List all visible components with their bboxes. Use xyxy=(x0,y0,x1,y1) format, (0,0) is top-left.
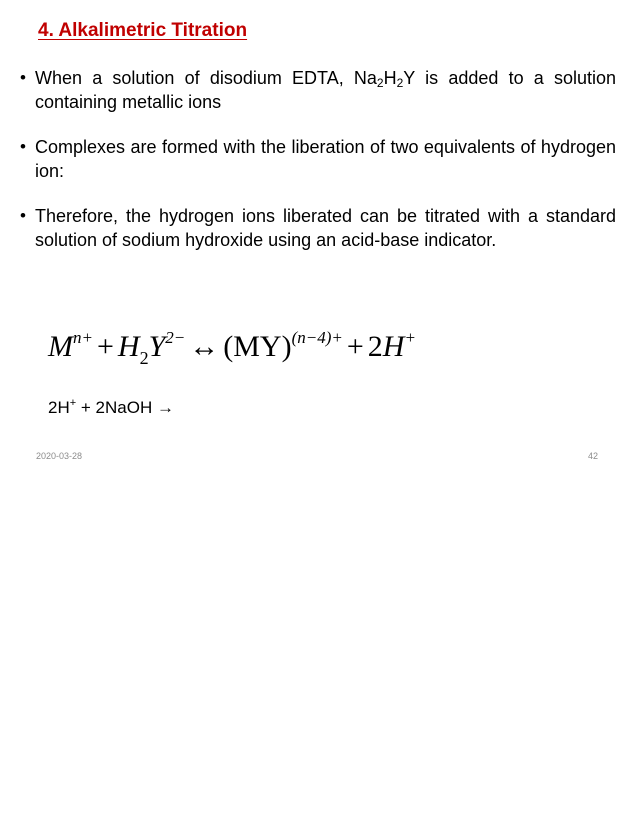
bullet-text-part: H xyxy=(383,68,397,88)
equilibrium-arrow: ↔ xyxy=(189,330,220,363)
reaction-rest: + 2NaOH → xyxy=(76,398,174,417)
plus-sign: + xyxy=(96,330,114,363)
bullet-text-part: When a solution of disodium EDTA, Na xyxy=(35,68,377,88)
reaction-lhs: 2H xyxy=(48,398,70,417)
hydrogen-subscript: 2 xyxy=(139,348,149,368)
bullet-item-titration xyxy=(20,204,616,252)
complexation-equation xyxy=(48,328,416,368)
plus-sign: + xyxy=(346,330,364,363)
footer-date: 2020-03-28 xyxy=(36,451,83,461)
bullet-list xyxy=(20,66,616,273)
ligand-symbol: Y xyxy=(148,330,166,363)
bullet-text-part: Y is added to a solution containing metallic ions xyxy=(35,68,616,112)
bullet-marker: • xyxy=(20,137,26,156)
page-number: 42 xyxy=(588,451,599,461)
bullet-marker: • xyxy=(20,206,26,225)
subscript: 2 xyxy=(376,76,384,90)
complex-charge: (n−4)+ xyxy=(291,328,343,347)
subscript: 2 xyxy=(396,76,404,90)
slide-title: 4. Alkalimetric Titration xyxy=(38,20,248,41)
ligand-charge: 2− xyxy=(165,328,186,347)
bullet-text: Therefore, the hydrogen ions liberated can be titrated with a standard solution of sodium hydroxide using an acid-base indicator. xyxy=(35,206,616,250)
proton-symbol: H xyxy=(382,330,405,363)
metal-symbol: M xyxy=(48,330,73,363)
hydrogen-symbol: H xyxy=(117,330,140,363)
neutralization-reaction xyxy=(48,398,174,418)
complex-symbol: (MY) xyxy=(223,330,292,363)
coefficient: 2 xyxy=(367,330,383,363)
bullet-marker: • xyxy=(20,68,26,87)
bullet-text: Complexes are formed with the liberation of two equivalents of hydrogen ion: xyxy=(35,137,616,181)
proton-charge: + xyxy=(404,328,416,347)
metal-charge: n+ xyxy=(73,328,93,347)
bullet-text xyxy=(35,66,616,114)
reaction-lhs-charge: + xyxy=(69,397,77,409)
bullet-item-complexes xyxy=(20,135,616,183)
bullet-item-edta xyxy=(20,66,616,114)
